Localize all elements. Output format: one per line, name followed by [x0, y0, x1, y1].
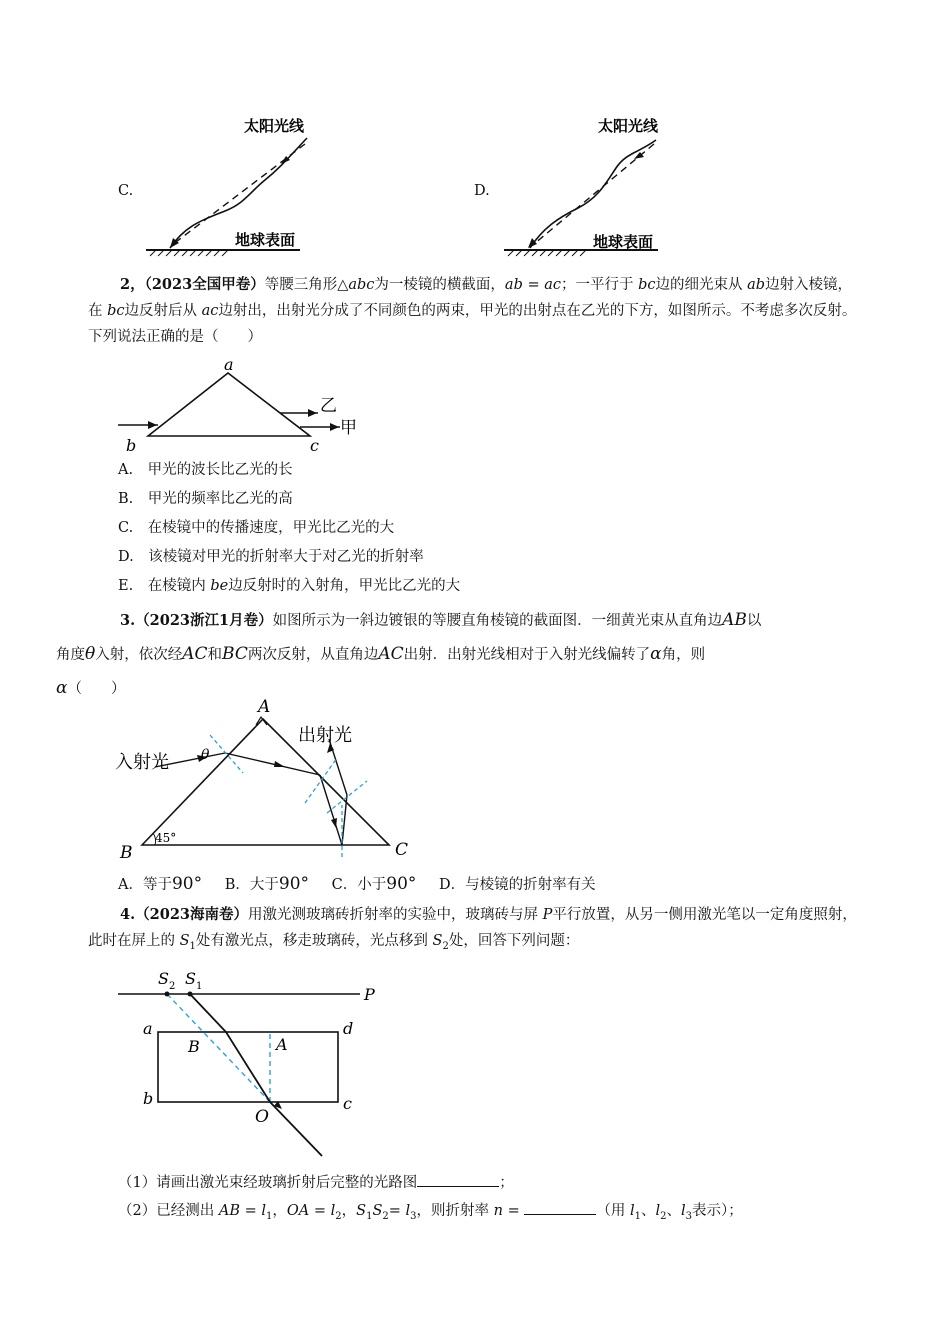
q3-ray-segment-2	[320, 775, 342, 845]
q3-theta-label: θ	[201, 747, 210, 763]
q4-sub2-var: l	[405, 1203, 411, 1219]
q4-sub1-answer-blank[interactable]	[417, 1170, 499, 1187]
q2-prism-figure	[110, 355, 370, 455]
q3-var: BC	[222, 644, 248, 664]
q4-sub2-var: S	[356, 1203, 367, 1219]
q3-option-b-value: 90°	[278, 874, 310, 894]
q4-sub2-text: ，则折射率	[416, 1203, 494, 1219]
q2-var: bc	[638, 277, 656, 293]
q2-var: ab	[504, 277, 523, 293]
q4-label-S1-sub: 1	[196, 981, 203, 992]
q4-sub2-text: =	[309, 1203, 331, 1219]
q2-text: 边反射后从	[124, 303, 202, 319]
q3-vertex-C: C	[395, 840, 409, 860]
q3-stem	[56, 604, 858, 706]
q4-incident-ray	[270, 1102, 322, 1156]
q4-sub: 2	[442, 940, 449, 952]
q4-sub1	[118, 1170, 514, 1195]
q2-option-e-var: be	[210, 578, 229, 594]
q4-sub2-text: 、	[640, 1203, 656, 1219]
q4-var: S	[179, 933, 190, 949]
q4-text: 平行放置，从另一侧用激光笔以一定角度照射，此时在屏上的	[88, 907, 857, 949]
q3-text: 入射，依次经	[95, 647, 183, 663]
q2-jia-arrow-icon	[330, 423, 339, 431]
q3-option-c-text: C．小于	[331, 877, 387, 893]
q2-var: ab	[747, 277, 766, 293]
q4-sub2-var: l	[261, 1203, 266, 1219]
q4-sub2-var: AB	[218, 1203, 240, 1219]
q4-dashed-path	[167, 994, 270, 1102]
q3-var: α	[650, 644, 662, 664]
q4-sub2-text: （用	[596, 1203, 630, 1219]
q3-vertex-A: A	[258, 697, 271, 717]
q2-label-yi: 乙	[320, 396, 337, 416]
q2-text: =	[522, 277, 545, 293]
q4-sub2-var: l	[330, 1203, 336, 1219]
q4-sub2-var: n	[493, 1203, 503, 1219]
q3-text: 出射．出射光线相对于入射光线偏转了	[403, 647, 651, 663]
q4-text: 处，回答下列问题：	[448, 933, 580, 949]
fig-c-end-arrow-icon	[170, 238, 179, 248]
q4-sub2-text: ，	[272, 1203, 287, 1219]
q4-var: P	[542, 907, 553, 923]
q3-text: 以	[746, 613, 762, 629]
q4-glass-figure	[110, 960, 400, 1170]
q2-vertex-b: b	[126, 436, 137, 455]
figure-option-c	[140, 108, 330, 258]
q4-label-d: d	[343, 1019, 354, 1038]
q3-var: θ	[85, 644, 96, 664]
q4-sub2-sub: 3	[685, 1210, 693, 1222]
q3-text: 和	[207, 647, 223, 663]
q4-sub: 1	[189, 940, 196, 952]
q4-refracted-ray	[190, 994, 270, 1102]
option-d-label: D.	[474, 183, 490, 199]
q3-vertex-B: B	[120, 843, 133, 863]
q3-option-c-value: 90°	[386, 874, 417, 894]
fig-c-earth-label: 地球表面	[235, 231, 296, 249]
q3-var: AC	[182, 644, 208, 664]
q2-var: ac	[544, 277, 561, 293]
q4-label-S2: S	[158, 969, 169, 988]
q4-text: 用激光测玻璃砖折射率的实验中，玻璃砖与屏	[248, 907, 543, 923]
q2-option-c[interactable]: C. 在棱镜中的传播速度，甲光比乙光的大	[118, 520, 395, 536]
q4-s2-dot	[165, 992, 170, 997]
q4-sub2-sub: 1	[266, 1210, 273, 1222]
q2-var: abc	[348, 277, 375, 293]
q3-options-row	[118, 870, 596, 899]
q4-number: 4.	[120, 906, 136, 923]
q3-number: 3.	[120, 612, 136, 629]
q4-label-S2-sub: 2	[169, 981, 176, 992]
q2-text: 边射入棱镜，在	[88, 277, 853, 319]
q4-sub2-sub: 2	[660, 1210, 667, 1222]
q4-sub2-text: 、	[666, 1203, 681, 1219]
q3-ray-arrow-icon	[274, 761, 285, 767]
q3-var: α	[56, 678, 68, 698]
q4-text: 处有激光点，移走玻璃砖，光点移到	[195, 933, 433, 949]
q4-sub2-var: l	[681, 1203, 686, 1219]
q4-sub2-var: OA	[286, 1203, 310, 1219]
q4-sub2	[118, 1198, 743, 1229]
q3-text: 角，则	[661, 647, 706, 663]
q4-s1-dot	[188, 992, 193, 997]
q2-incident-arrow-icon	[148, 421, 157, 429]
q2-var: bc	[107, 303, 125, 319]
q2-option-e-text: 边反射时的入射角，甲光比乙光的大	[228, 578, 461, 594]
q3-incident-label: 入射光	[115, 752, 169, 773]
q3-ray-segment-3	[342, 795, 347, 845]
q2-vertex-a: a	[224, 355, 234, 374]
q4-label-O: O	[255, 1107, 269, 1127]
q4-sub2-text: （2）已经测出	[118, 1203, 219, 1219]
q4-sub1-text: （1）请画出激光束经玻璃折射后完整的光路图	[118, 1175, 418, 1191]
q4-label-A: A	[276, 1035, 288, 1054]
q3-text: 角度	[56, 647, 85, 663]
q4-sub2-sub: 2	[335, 1210, 342, 1222]
q2-source: （2023全国甲卷）	[144, 276, 265, 293]
q3-option-b[interactable]	[224, 874, 310, 894]
q4-label-b: b	[143, 1089, 154, 1108]
q3-option-c[interactable]	[331, 874, 417, 894]
q3-var: AB	[722, 610, 747, 630]
q3-ray-segment-1	[225, 753, 320, 775]
q2-option-e[interactable]	[118, 574, 460, 598]
q2-var: ac	[201, 303, 219, 319]
q4-label-S1: S	[185, 969, 196, 988]
q3-option-b-text: B．大于	[224, 877, 279, 893]
q2-label-jia: 甲	[340, 418, 357, 438]
q4-sub2-text: ，	[341, 1203, 357, 1219]
q2-option-a[interactable]: A. 甲光的波长比乙光的长	[118, 462, 293, 478]
q4-sub2-sub: 1	[634, 1210, 641, 1222]
q3-option-a-text: A．等于	[118, 877, 172, 893]
q4-stem	[88, 902, 858, 960]
q2-yi-arrow-icon	[308, 409, 317, 417]
q4-label-a: a	[143, 1019, 153, 1038]
q4-sub2-sub: 3	[410, 1210, 417, 1222]
q4-source: （2023海南卷）	[135, 906, 248, 923]
q4-sub2-text: =	[388, 1203, 406, 1219]
fig-d-earth-label: 地球表面	[593, 233, 654, 251]
q2-stem	[88, 272, 858, 350]
q4-sub2-sub: 1	[366, 1210, 373, 1222]
q3-prism-figure	[115, 695, 425, 865]
q3-ray-arrow2-icon	[331, 818, 337, 828]
q4-sub2-text: 表示）；	[692, 1203, 743, 1219]
figure-option-d	[498, 108, 688, 258]
q3-text: （ ）	[67, 681, 126, 697]
q4-sub2-var: S	[372, 1203, 383, 1219]
q3-option-a-value: 90°	[171, 874, 203, 894]
q2-option-b[interactable]: B. 甲光的频率比乙光的高	[118, 491, 293, 507]
q4-sub2-var: l	[655, 1203, 661, 1219]
q3-text: 如图所示为一斜边镀银的等腰直角棱镜的截面图．一细黄光束从直角边	[272, 613, 723, 629]
q3-source: （2023浙江1月卷）	[135, 612, 273, 629]
q3-exit-label: 出射光	[298, 725, 352, 746]
fig-d-sun-ray-label: 太阳光线	[598, 117, 659, 135]
q2-text: 为一棱镜的横截面，	[374, 277, 505, 293]
option-c-label: C.	[118, 183, 134, 199]
q2-number: 2，	[120, 276, 145, 293]
q3-option-a[interactable]	[118, 874, 203, 894]
q4-sub2-text: =	[239, 1203, 262, 1219]
q4-sub2-text: =	[502, 1203, 525, 1219]
q3-text: 两次反射，从直角边	[247, 647, 379, 663]
q4-sub2-sub: 2	[382, 1210, 389, 1222]
fig-c-sun-ray-label: 太阳光线	[244, 117, 305, 135]
fig-c-straight-dashed	[176, 144, 305, 242]
q2-option-e-text: E. 在棱镜内	[118, 578, 211, 594]
q4-sub1-text: ；	[499, 1175, 514, 1191]
q4-sub2-answer-blank[interactable]	[524, 1198, 596, 1215]
q2-text: ；一平行于	[561, 277, 639, 293]
q4-var: S	[432, 933, 443, 949]
q2-text: 等腰三角形△	[264, 277, 349, 293]
q4-label-c: c	[343, 1094, 352, 1113]
q4-label-B: B	[188, 1037, 200, 1056]
q4-label-P: P	[364, 985, 375, 1004]
q2-option-d[interactable]: D. 该棱镜对甲光的折射率大于对乙光的折射率	[118, 549, 424, 565]
q2-prism-triangle	[148, 373, 310, 436]
q2-text: 边的细光束从	[655, 277, 748, 293]
q3-option-d[interactable]: D．与棱镜的折射率有关	[439, 877, 596, 893]
q3-var: AC	[378, 644, 404, 664]
fig-d-straight-dashed	[534, 144, 654, 244]
q3-45-label: 45°	[155, 831, 177, 845]
q4-sub2-var: l	[629, 1203, 635, 1219]
q2-vertex-c: c	[310, 436, 319, 455]
q2-text: 边射出，出射光分成了不同颜色的两束，甲光的出射点在乙光的下方，如图所示。不考虑多次反射。下列说法正确的是（ ）	[88, 303, 857, 345]
